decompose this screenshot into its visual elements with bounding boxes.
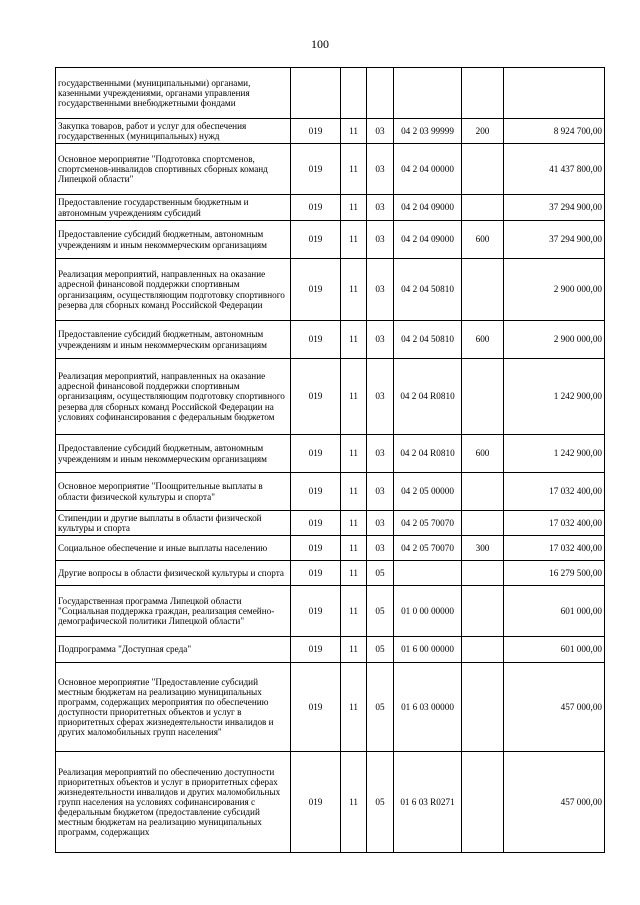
budget-table bbox=[55, 67, 605, 853]
row-rz: 11 bbox=[341, 119, 367, 144]
row-rz: 11 bbox=[341, 144, 367, 195]
row-sum: 17 032 400,00 bbox=[504, 473, 605, 511]
row-vr: 300 bbox=[462, 536, 504, 561]
row-ved: 019 bbox=[291, 663, 341, 752]
row-name: Предоставление государственным бюджетным и автономным учреждениям субсидий bbox=[56, 195, 291, 221]
row-csr: 04 2 04 09000 bbox=[394, 195, 462, 221]
row-pr: 05 bbox=[367, 561, 394, 586]
row-csr: 01 6 03 R0271 bbox=[394, 752, 462, 853]
row-name: Реализация мероприятий, направленных на оказание адресной финансовой поддержки спортивным организациям, осуществляющим подготовку спортивного резерва для сборных команд Российской Федерации на условиях софинансирования с федеральным бюджетом bbox=[56, 359, 291, 435]
table-row bbox=[56, 586, 605, 637]
row-rz: 11 bbox=[341, 473, 367, 511]
row-vr bbox=[462, 68, 504, 119]
row-vr bbox=[462, 663, 504, 752]
row-name: Основное мероприятие "Предоставление субсидий местным бюджетам на реализацию муниципальных программ, содержащих мероприятия по обеспечению доступности приоритетных объектов и услуг в приоритетных сферах жизнедеятельности инвалидов и других маломобильных групп населения" bbox=[56, 663, 291, 752]
row-name: Реализация мероприятий, направленных на оказание адресной финансовой поддержки спортивным организациям, осуществляющим подготовку спортивного резерва для сборных команд Российской Федерации bbox=[56, 259, 291, 321]
row-name: Основное мероприятие "Поощрительные выплаты в области физической культуры и спорта" bbox=[56, 473, 291, 511]
row-csr: 01 6 00 00000 bbox=[394, 637, 462, 663]
row-pr: 03 bbox=[367, 511, 394, 536]
row-sum: 16 279 500,00 bbox=[504, 561, 605, 586]
table-row bbox=[56, 259, 605, 321]
row-vr bbox=[462, 259, 504, 321]
row-pr: 03 bbox=[367, 144, 394, 195]
row-ved: 019 bbox=[291, 359, 341, 435]
row-sum: 17 032 400,00 bbox=[504, 536, 605, 561]
row-rz: 11 bbox=[341, 359, 367, 435]
row-csr: 01 6 03 00000 bbox=[394, 663, 462, 752]
table-row bbox=[56, 119, 605, 144]
row-vr bbox=[462, 637, 504, 663]
row-rz: 11 bbox=[341, 511, 367, 536]
row-vr bbox=[462, 195, 504, 221]
row-ved: 019 bbox=[291, 561, 341, 586]
row-name: Предоставление субсидий бюджетным, автономным учреждениям и иным некоммерческим организациям bbox=[56, 435, 291, 473]
row-ved: 019 bbox=[291, 321, 341, 359]
row-name: Закупка товаров, работ и услуг для обеспечения государственных (муниципальных) нужд bbox=[56, 119, 291, 144]
table-row bbox=[56, 511, 605, 536]
row-vr bbox=[462, 359, 504, 435]
row-csr: 04 2 04 R0810 bbox=[394, 435, 462, 473]
row-sum: 17 032 400,00 bbox=[504, 511, 605, 536]
row-ved: 019 bbox=[291, 511, 341, 536]
table-row bbox=[56, 536, 605, 561]
table-row bbox=[56, 221, 605, 259]
row-vr bbox=[462, 561, 504, 586]
row-pr: 03 bbox=[367, 435, 394, 473]
table-row bbox=[56, 473, 605, 511]
row-pr: 03 bbox=[367, 473, 394, 511]
row-ved: 019 bbox=[291, 119, 341, 144]
row-ved: 019 bbox=[291, 637, 341, 663]
row-name: государственными (муниципальными) органами, казенными учреждениями, органами управления государственными внебюджетными фондами bbox=[56, 68, 291, 119]
row-vr bbox=[462, 586, 504, 637]
row-vr bbox=[462, 752, 504, 853]
table-row bbox=[56, 195, 605, 221]
row-vr bbox=[462, 144, 504, 195]
row-csr: 01 0 00 00000 bbox=[394, 586, 462, 637]
row-rz bbox=[341, 68, 367, 119]
row-vr bbox=[462, 511, 504, 536]
row-rz: 11 bbox=[341, 259, 367, 321]
row-sum: 2 900 000,00 bbox=[504, 321, 605, 359]
row-pr: 05 bbox=[367, 637, 394, 663]
row-name: Реализация мероприятий по обеспечению доступности приоритетных объектов и услуг в приоритетных сферах жизнедеятельности инвалидов и других маломобильных групп населения на условиях софинансирования с федеральным бюджетом (предоставление субсидий местным бюджетам на реализацию муниципальных программ, содержащих bbox=[56, 752, 291, 853]
row-ved: 019 bbox=[291, 473, 341, 511]
table-row bbox=[56, 561, 605, 586]
row-rz: 11 bbox=[341, 752, 367, 853]
row-sum: 601 000,00 bbox=[504, 586, 605, 637]
row-pr: 03 bbox=[367, 221, 394, 259]
row-pr: 03 bbox=[367, 119, 394, 144]
row-sum: 37 294 900,00 bbox=[504, 221, 605, 259]
row-pr: 03 bbox=[367, 259, 394, 321]
row-ved: 019 bbox=[291, 259, 341, 321]
row-ved: 019 bbox=[291, 752, 341, 853]
row-name: Подпрограмма "Доступная среда" bbox=[56, 637, 291, 663]
row-name: Основное мероприятие "Подготовка спортсменов, спортсменов-инвалидов спортивных сборных команд Липецкой области" bbox=[56, 144, 291, 195]
table-row bbox=[56, 435, 605, 473]
row-csr: 04 2 05 00000 bbox=[394, 473, 462, 511]
table-row bbox=[56, 663, 605, 752]
row-rz: 11 bbox=[341, 195, 367, 221]
row-vr bbox=[462, 473, 504, 511]
row-csr: 04 2 04 00000 bbox=[394, 144, 462, 195]
row-rz: 11 bbox=[341, 586, 367, 637]
row-name: Государственная программа Липецкой области "Социальная поддержка граждан, реализация семейно-демографической политики Липецкой области" bbox=[56, 586, 291, 637]
table-row bbox=[56, 68, 605, 119]
row-sum: 601 000,00 bbox=[504, 637, 605, 663]
row-ved bbox=[291, 68, 341, 119]
row-vr: 600 bbox=[462, 435, 504, 473]
row-pr bbox=[367, 68, 394, 119]
row-name: Предоставление субсидий бюджетным, автономным учреждениям и иным некоммерческим организациям bbox=[56, 321, 291, 359]
table-row bbox=[56, 752, 605, 853]
row-ved: 019 bbox=[291, 195, 341, 221]
row-name: Стипендии и другие выплаты в области физической культуры и спорта bbox=[56, 511, 291, 536]
row-pr: 03 bbox=[367, 321, 394, 359]
row-rz: 11 bbox=[341, 663, 367, 752]
row-sum: 1 242 900,00 bbox=[504, 435, 605, 473]
row-vr: 200 bbox=[462, 119, 504, 144]
row-csr: 04 2 04 R0810 bbox=[394, 359, 462, 435]
row-name: Предоставление субсидий бюджетным, автономным учреждениям и иным некоммерческим организациям bbox=[56, 221, 291, 259]
row-rz: 11 bbox=[341, 435, 367, 473]
table-row bbox=[56, 144, 605, 195]
row-rz: 11 bbox=[341, 536, 367, 561]
table-row bbox=[56, 359, 605, 435]
row-pr: 05 bbox=[367, 752, 394, 853]
row-csr: 04 2 04 50810 bbox=[394, 321, 462, 359]
row-name: Социальное обеспечение и иные выплаты населению bbox=[56, 536, 291, 561]
row-sum: 8 924 700,00 bbox=[504, 119, 605, 144]
row-sum: 457 000,00 bbox=[504, 663, 605, 752]
row-ved: 019 bbox=[291, 435, 341, 473]
row-vr: 600 bbox=[462, 221, 504, 259]
row-csr: 04 2 05 70070 bbox=[394, 511, 462, 536]
row-ved: 019 bbox=[291, 144, 341, 195]
row-rz: 11 bbox=[341, 321, 367, 359]
row-sum: 1 242 900,00 bbox=[504, 359, 605, 435]
row-sum: 457 000,00 bbox=[504, 752, 605, 853]
table-row bbox=[56, 321, 605, 359]
row-rz: 11 bbox=[341, 637, 367, 663]
row-sum: 37 294 900,00 bbox=[504, 195, 605, 221]
row-csr: 04 2 04 50810 bbox=[394, 259, 462, 321]
row-pr: 03 bbox=[367, 195, 394, 221]
table-row bbox=[56, 637, 605, 663]
row-pr: 03 bbox=[367, 536, 394, 561]
row-name: Другие вопросы в области физической культуры и спорта bbox=[56, 561, 291, 586]
row-csr: 04 2 05 70070 bbox=[394, 536, 462, 561]
row-csr bbox=[394, 68, 462, 119]
row-ved: 019 bbox=[291, 586, 341, 637]
page-number: 100 bbox=[311, 37, 329, 51]
row-pr: 05 bbox=[367, 586, 394, 637]
row-sum: 41 437 800,00 bbox=[504, 144, 605, 195]
row-vr: 600 bbox=[462, 321, 504, 359]
row-csr: 04 2 04 09000 bbox=[394, 221, 462, 259]
row-pr: 03 bbox=[367, 359, 394, 435]
row-sum bbox=[504, 68, 605, 119]
row-csr: 04 2 03 99999 bbox=[394, 119, 462, 144]
row-rz: 11 bbox=[341, 561, 367, 586]
row-pr: 05 bbox=[367, 663, 394, 752]
row-ved: 019 bbox=[291, 536, 341, 561]
row-csr bbox=[394, 561, 462, 586]
row-sum: 2 900 000,00 bbox=[504, 259, 605, 321]
row-ved: 019 bbox=[291, 221, 341, 259]
row-rz: 11 bbox=[341, 221, 367, 259]
